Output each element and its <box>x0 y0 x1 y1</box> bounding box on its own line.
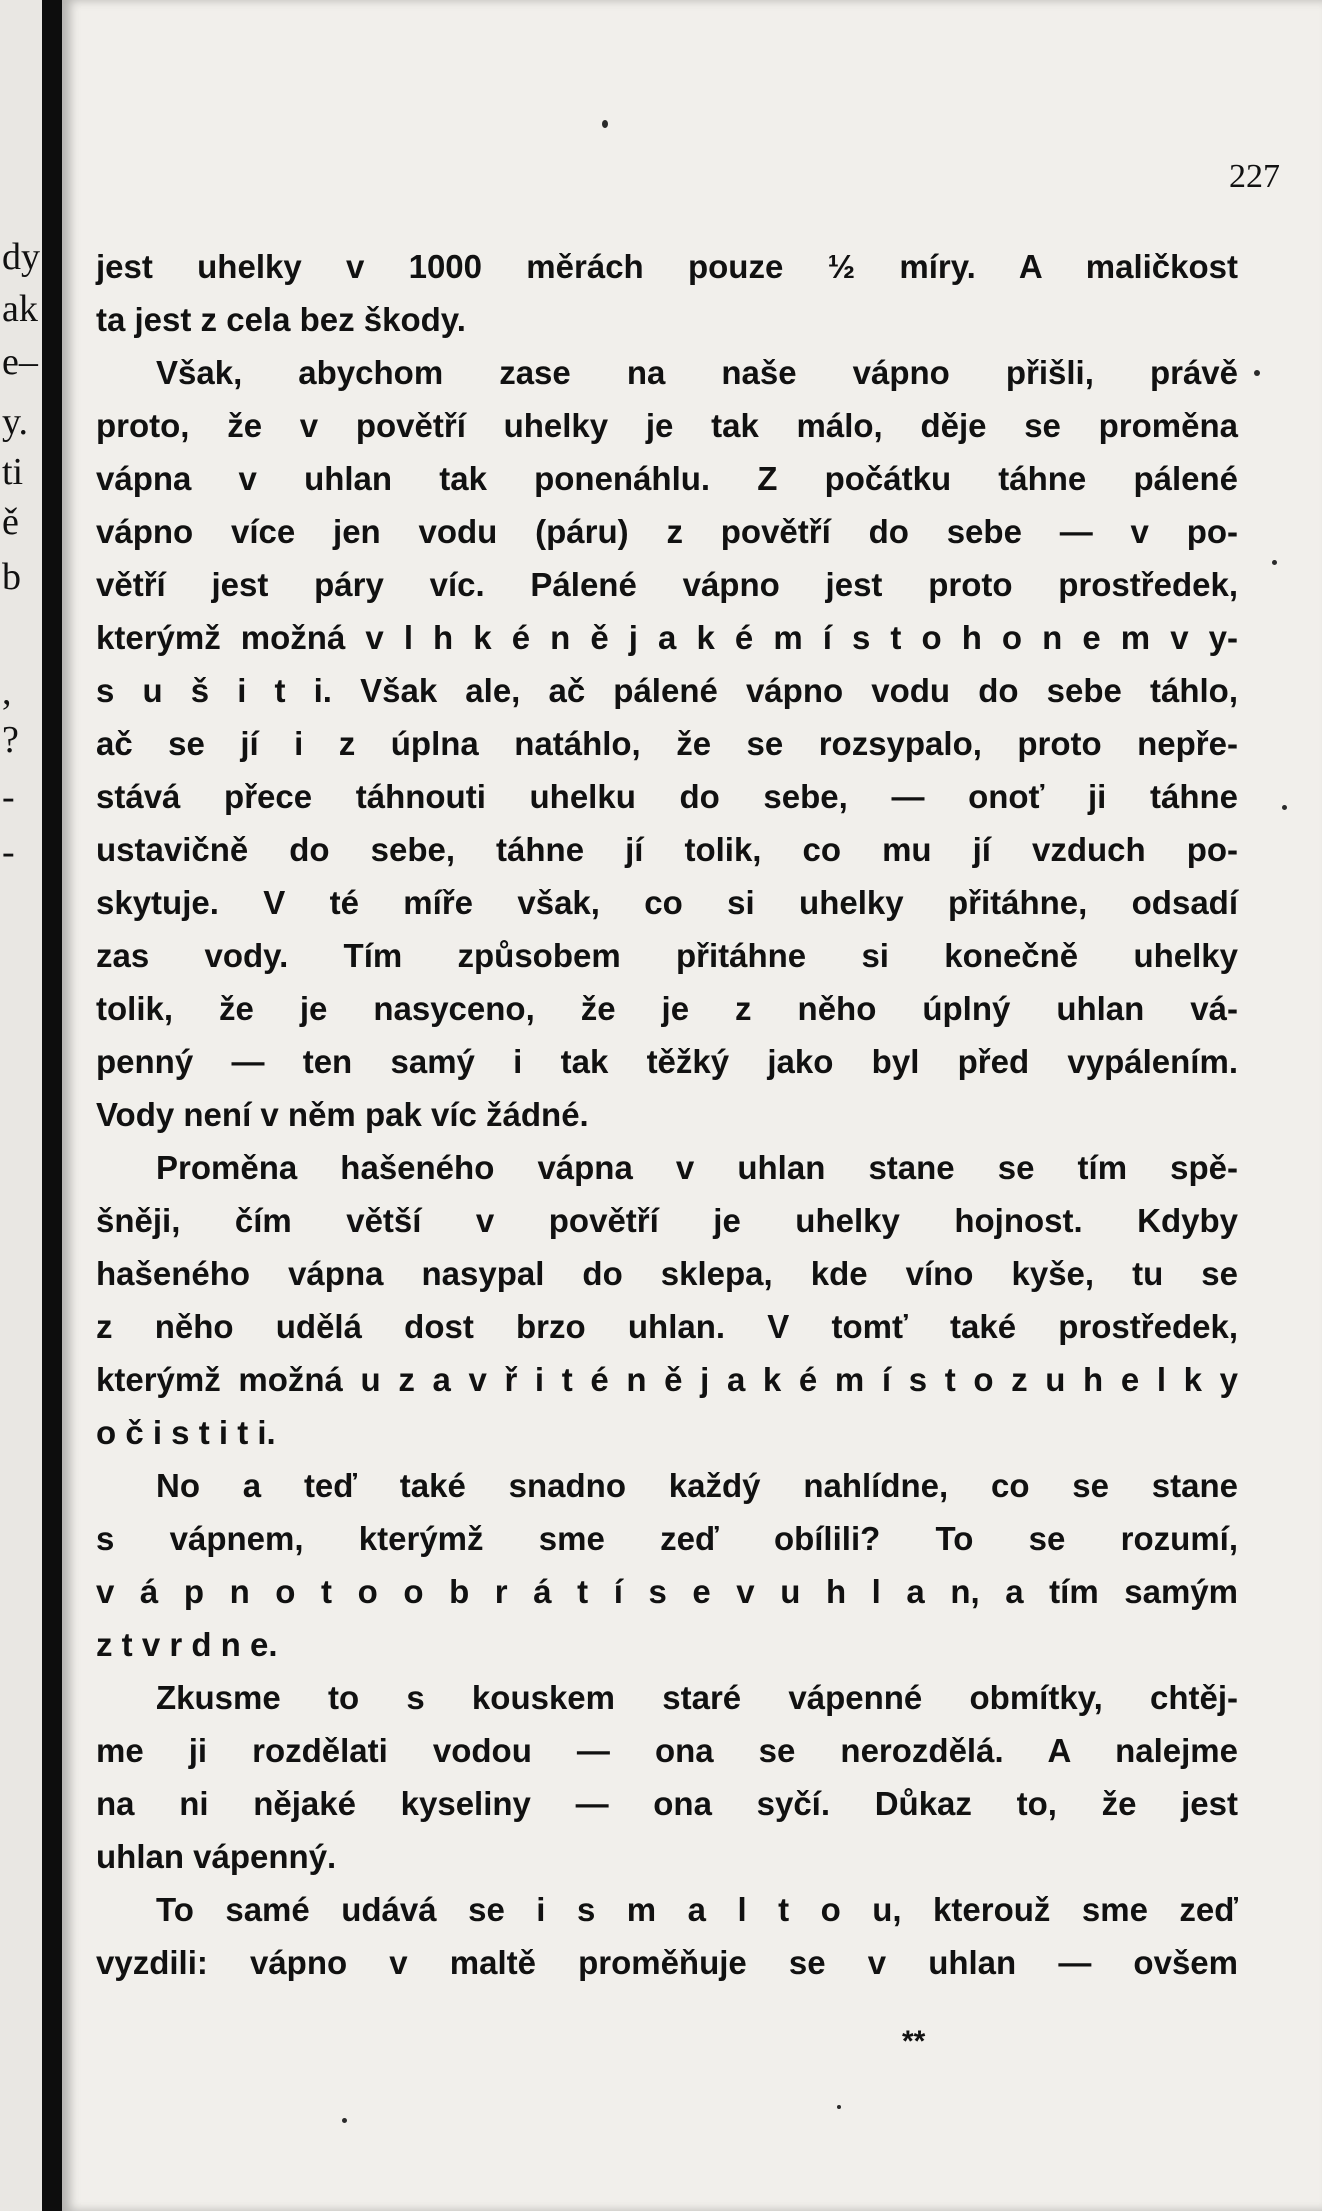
text-line: ta jest z cela bez škody. <box>96 301 466 338</box>
text-line: z něho udělá dost brzo uhlan. V tomť také prostředek, <box>96 1308 1238 1345</box>
text-line: skytuje. V té míře však, co si uhelky přitáhne, odsadí <box>96 884 1238 921</box>
adjacent-page-fragment: - <box>2 831 15 873</box>
adjacent-page-fragment: e– <box>2 341 38 383</box>
text-line: vápna v uhlan tak ponenáhlu. Z počátku táhne pálené <box>96 460 1238 497</box>
text-line: To samé udává se i s m a l t o u, kterouž sme zeď <box>156 1891 1238 1928</box>
adjacent-page-edge <box>0 0 42 2211</box>
text-line: ustavičně do sebe, táhne jí tolik, co mu jí vzduch po- <box>96 831 1238 868</box>
text-line: proto, že v povětří uhelky je tak málo, děje se proměna <box>96 407 1238 444</box>
paper-speck <box>602 120 608 128</box>
paper-speck <box>837 2105 841 2109</box>
text-line: Zkusme to s kouskem staré vápenné obmítky, chtěj- <box>156 1679 1238 1716</box>
text-line: No a teď také snadno každý nahlídne, co se stane <box>156 1467 1238 1504</box>
signature-mark: ** <box>902 2025 926 2058</box>
adjacent-page-fragment: ti <box>2 451 24 493</box>
text-line: s u š i t i. Však ale, ač pálené vápno vodu do sebe táhlo, <box>96 672 1238 709</box>
book-page <box>62 0 1322 2211</box>
text-line: o č i s t i t i. <box>96 1414 276 1451</box>
text-line: uhlan vápenný. <box>96 1838 337 1875</box>
text-line: větří jest páry víc. Pálené vápno jest proto prostředek, <box>96 566 1238 603</box>
text-line: stává přece táhnouti uhelku do sebe, — onoť ji táhne <box>96 778 1238 815</box>
adjacent-page-fragment: y. <box>2 401 29 443</box>
text-line: šněji, čím větší v povětří je uhelky hojnost. Kdyby <box>96 1202 1238 1239</box>
adjacent-page-fragment: , <box>2 671 12 713</box>
paper-speck <box>1282 805 1287 810</box>
text-line: tolik, že je nasyceno, že je z něho úplný uhlan vá- <box>96 990 1238 1027</box>
text-line: penný — ten samý i tak těžký jako byl před vypálením. <box>96 1043 1238 1080</box>
text-line: Vody není v něm pak víc žádné. <box>96 1096 589 1133</box>
text-line: zas vody. Tím způsobem přitáhne si konečně uhelky <box>96 937 1238 974</box>
adjacent-page-fragment: - <box>2 776 15 818</box>
text-line: kterýmž možná v l h k é n ě j a k é m í s t o h o n e m v y- <box>96 619 1238 656</box>
text-line: ač se jí i z úplna natáhlo, že se rozsypalo, proto nepře- <box>96 725 1238 762</box>
paper-speck <box>1272 560 1277 565</box>
adjacent-page-fragment: dy <box>2 236 40 278</box>
adjacent-page-fragment: ě <box>2 501 19 543</box>
text-line: me ji rozdělati vodou — ona se nerozdělá. A nalejme <box>96 1732 1238 1769</box>
text-line: hašeného vápna nasypal do sklepa, kde víno kyše, tu se <box>96 1255 1238 1292</box>
text-line: vyzdili: vápno v maltě proměňuje se v uhlan — ovšem <box>96 1944 1238 1981</box>
paper-speck <box>342 2118 347 2123</box>
adjacent-page-fragment: ak <box>2 288 38 330</box>
text-line: Proměna hašeného vápna v uhlan stane se tím spě- <box>156 1149 1238 1186</box>
text-line: vápno více jen vodu (páru) z povětří do sebe — v po- <box>96 513 1238 550</box>
text-line: jest uhelky v 1000 měrách pouze ½ míry. A maličkost <box>96 248 1238 285</box>
text-line: v á p n o t o o b r á t í s e v u h l a n, a tím samým <box>96 1573 1238 1610</box>
body-text <box>96 240 1238 1989</box>
paper-speck <box>1254 370 1260 376</box>
text-line: na ni nějaké kyseliny — ona syčí. Důkaz to, že jest <box>96 1785 1238 1822</box>
text-line: s vápnem, kterýmž sme zeď obílili? To se rozumí, <box>96 1520 1238 1557</box>
adjacent-page-fragment: b <box>2 556 21 598</box>
adjacent-page-fragment: ? <box>2 719 19 761</box>
text-line: kterýmž možná u z a v ř i t é n ě j a k é m í s t o z u h e l k y <box>96 1361 1238 1398</box>
text-line: Však, abychom zase na naše vápno přišli, právě <box>156 354 1238 391</box>
page-number: 227 <box>1229 158 1280 195</box>
text-line: z t v r d n e. <box>96 1626 278 1663</box>
